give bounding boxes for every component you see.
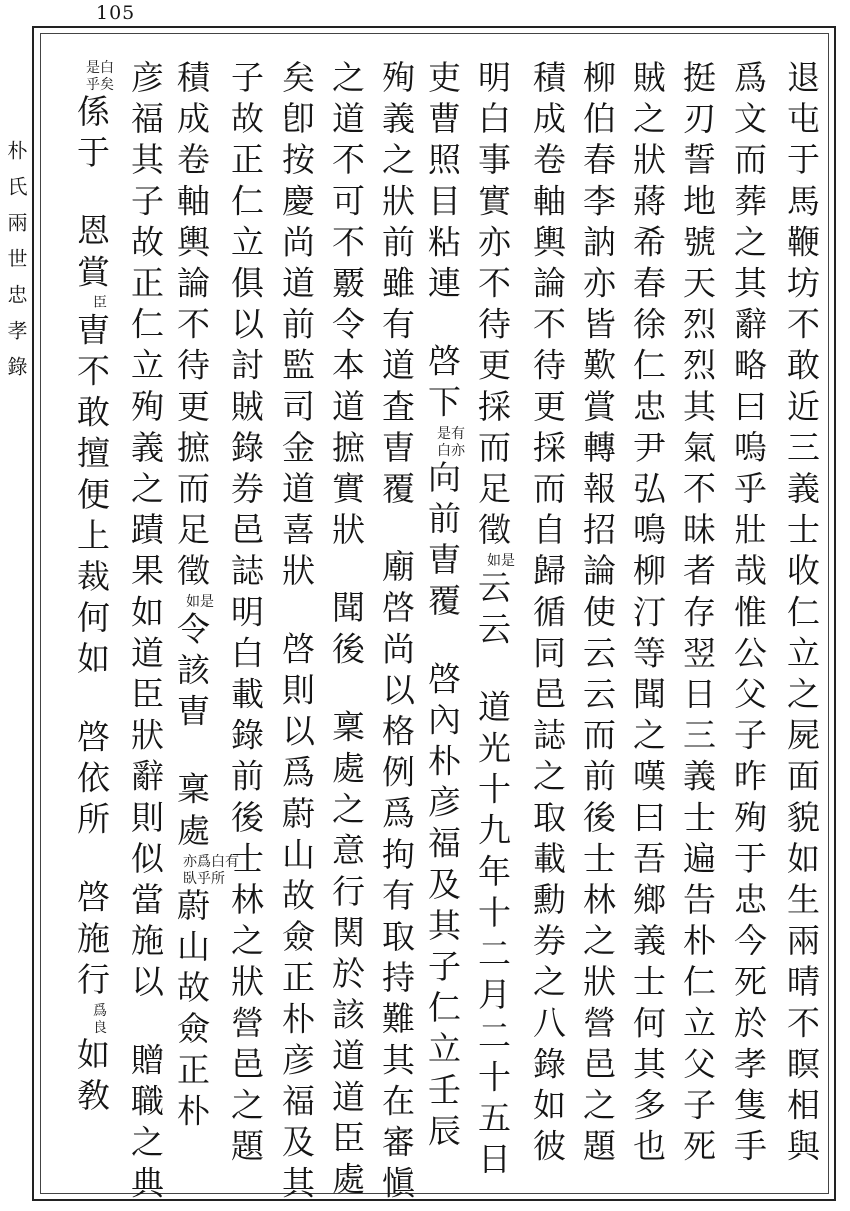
annotation-line: 如是 [186,594,214,611]
annotation-line: 乎矣 [86,77,114,93]
text-column-8 [424,60,468,1170]
text-run: 賊之狀蔣希春徐仁忠尹弘鳴柳汀等聞之嘆曰吾鄉義士何其多也 [628,60,667,1170]
interlinear-annotation [83,1003,117,1037]
annotation-line: 爲 [93,1002,107,1019]
text-column-15 [73,60,117,1170]
text-run: 彦福其子故正仁立殉義之蹟果如道臣狀辭則似當施以 [126,60,165,1006]
text-run: 啓施行 [72,879,111,1003]
text-run: 啓內朴彦福及其子仁立壬辰 [423,661,462,1155]
annotation-line: 良 [93,1019,107,1036]
text-run: 挺刃誓地號天烈烈其氣不昧者存翌日三義士遍告朴仁立父子死 [678,60,717,1170]
text-run: 矣卽按慶尚道前監司金道喜狀 [277,60,316,595]
text-run: 稟處之意行関於該道道臣處 [327,709,366,1203]
interlinear-annotation [183,853,239,888]
annotation-line: 是有 [437,425,465,442]
text-run: 子故正仁立俱以討賊錄券邑誌明白載錄前後士林之狀營邑之題 [226,60,265,1170]
interlinear-annotation [434,426,468,460]
text-run: 積成卷軸輿論不待更採而自歸循同邑誌之取載勳券之八錄如彼 [528,60,567,1170]
text-column-6 [525,60,569,1170]
text-column-7 [473,60,518,1183]
text-column-3 [675,60,719,1170]
text-run: 曺不敢擅便上裁何如 [72,312,111,683]
text-run: 啓下 [423,343,462,426]
text-run: 爲文而葬之其辭略曰嗚乎壯哉惟公父子昨殉于忠今死於孝隻手 [729,60,768,1170]
annotation-line: 亦爲白有 [183,853,239,870]
text-run: 廟啓尚以格例爲拘有取持難其在審愼 [377,549,416,1207]
text-run: 積成卷軸輿論不待更摭而足徵 [172,60,211,595]
text-column-12 [223,60,267,1170]
text-run: 吏曹照目粘連 [423,60,462,307]
text-run: 之道不可不覈令本道摭實狀 [327,60,366,554]
text-run: 贈職之典 [126,1042,165,1207]
text-run: 係于 [72,94,111,177]
annotation-line: 臥乎所 [183,870,225,887]
text-run: 令該曺 [172,611,211,735]
text-run: 如敎 [72,1036,111,1120]
annotation-line: 是白 [86,60,114,76]
text-column-13 [172,60,239,1170]
text-column-14 [123,60,167,1207]
text-column-9 [374,60,418,1207]
text-run: 啓則以爲蔚山故僉正朴彦福及其 [277,631,316,1207]
text-run: 向前曺覆 [423,459,462,625]
text-run: 退屯于馬鞭坊不敢近三義士收仁立之屍面貌如生兩晴不瞑相與 [782,60,821,1170]
text-run: 道光十九年十二月二十五日 [473,689,512,1183]
text-run: 柳伯春李訥亦皆歎賞轉報招論使云云而前後士林之狀營邑之題 [578,60,617,1170]
text-run: 稟處 [172,771,211,854]
annotation-line: 白亦 [437,442,465,459]
text-column-5 [575,60,619,1170]
text-run: 啓依所 [72,719,111,843]
interlinear-annotation [183,594,217,611]
interlinear-annotation [83,295,117,312]
text-run: 聞後 [327,590,366,673]
text-run: 明白事實亦不待更採而足徵 [473,60,512,554]
running-title: 朴氏兩世忠孝錄 [4,140,28,392]
text-run: 殉義之狀前雖有道査曺覆 [377,60,416,513]
interlinear-annotation [83,60,117,94]
text-column-1 [779,60,823,1170]
text-run: 云云 [473,570,512,653]
page-number: 105 [96,2,136,24]
interlinear-annotation [484,553,518,570]
text-column-4 [625,60,669,1170]
annotation-line: 臣 [93,295,107,312]
annotation-line: 如是 [487,553,515,570]
text-column-10 [324,60,368,1203]
text-run: 恩賞 [72,213,111,296]
text-column-11 [274,60,318,1207]
text-column-2 [726,60,770,1170]
text-run: 蔚山故僉正朴 [172,887,211,1135]
